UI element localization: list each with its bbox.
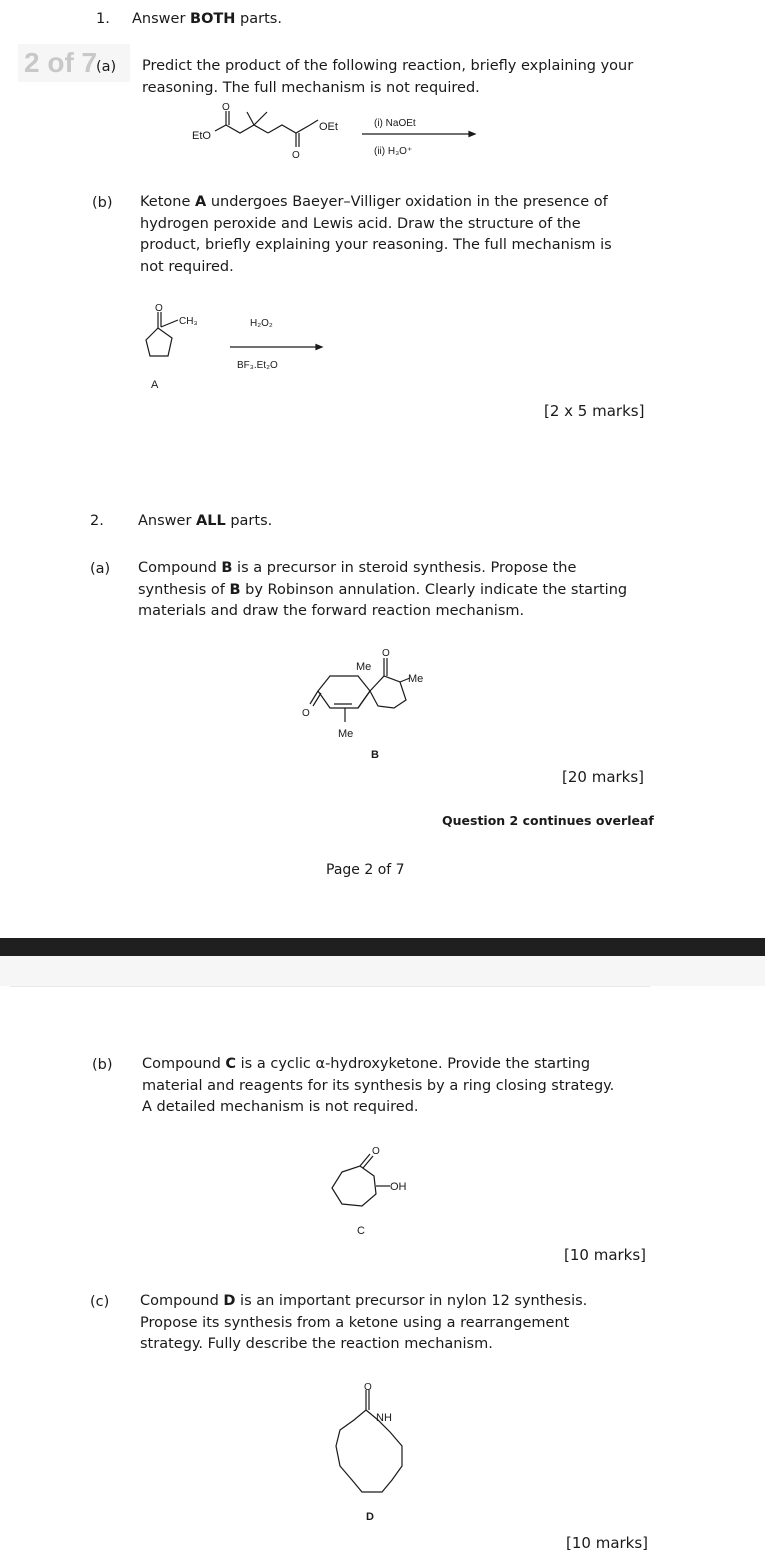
- q2a-question-text: Compound B is a precursor in steroid synthesis. Propose the synthesis of B by Robinson annulation. Clearly indicate the starting materials and draw the forward reaction mechanism.: [138, 560, 628, 619]
- q1b-ketone-A-structure: [140, 300, 320, 392]
- q1a-label: (a): [96, 59, 117, 75]
- svg-text:C: C: [357, 1225, 365, 1237]
- svg-text:O: O: [155, 303, 163, 314]
- svg-text:H₂O₂: H₂O₂: [250, 318, 273, 329]
- svg-text:B: B: [371, 749, 379, 761]
- svg-text:BF₃.Et₂O: BF₃.Et₂O: [237, 360, 278, 371]
- q2a-marks: [20 marks]: [562, 768, 645, 786]
- continues-overleaf-note: Question 2 continues overleaf: [442, 813, 654, 828]
- svg-text:D: D: [366, 1511, 374, 1523]
- q1a-question-text: Predict the product of the following reaction, briefly explaining your reasoning. The full mechanism is not required.: [142, 58, 634, 96]
- q2-intro: Answer ALL parts.: [138, 513, 273, 529]
- svg-text:EtO: EtO: [192, 130, 211, 142]
- svg-text:OEt: OEt: [319, 121, 338, 133]
- q1b-label: (b): [92, 195, 113, 211]
- svg-text:OH: OH: [390, 1181, 407, 1193]
- page-break-band: [0, 938, 765, 956]
- q2a-compound-B-structure: [300, 646, 440, 762]
- q2b-label: (b): [92, 1057, 113, 1073]
- svg-text:O: O: [292, 150, 300, 161]
- page-gap: [0, 956, 765, 986]
- q1-number: 1.: [96, 11, 110, 27]
- q2b-marks: [10 marks]: [564, 1246, 647, 1264]
- svg-text:O: O: [364, 1382, 372, 1393]
- q1-marks: [2 x 5 marks]: [544, 402, 645, 420]
- q1a-diester-structure: [185, 98, 475, 164]
- q2b-compound-C-structure: [322, 1142, 432, 1238]
- svg-text:O: O: [372, 1146, 380, 1157]
- q2c-label: (c): [90, 1294, 110, 1310]
- svg-text:NH: NH: [376, 1412, 392, 1424]
- svg-text:(i) NaOEt: (i) NaOEt: [374, 118, 416, 129]
- page-footer: Page 2 of 7: [326, 862, 405, 878]
- q2b-question-text: Compound C is a cyclic α-hydroxyketone. Provide the starting material and reagents for its synthesis by a ring closing strategy. A detailed mechanism is not required.: [142, 1056, 615, 1115]
- q2c-compound-D-structure: [326, 1380, 416, 1526]
- svg-text:O: O: [302, 708, 310, 719]
- svg-text:O: O: [382, 648, 390, 659]
- svg-text:(ii) H₃O⁺: (ii) H₃O⁺: [374, 146, 413, 157]
- q2c-marks: [10 marks]: [566, 1534, 649, 1552]
- q1-intro: Answer BOTH parts.: [132, 11, 282, 27]
- q2a-label: (a): [90, 561, 111, 577]
- page-top-rule: [10, 986, 650, 987]
- svg-text:O: O: [222, 102, 230, 113]
- q2-number: 2.: [90, 513, 104, 529]
- q2c-question-text: Compound D is an important precursor in nylon 12 synthesis. Propose its synthesis from a ketone using a rearrangement strategy. Fully describe the reaction mechanism.: [140, 1293, 588, 1352]
- svg-text:A: A: [151, 379, 159, 391]
- page-indicator-badge: 2 of 7: [18, 44, 130, 82]
- svg-text:Me: Me: [338, 728, 354, 740]
- svg-text:Me: Me: [356, 661, 372, 673]
- svg-text:CH₃: CH₃: [179, 316, 198, 327]
- svg-text:Me: Me: [408, 673, 424, 685]
- q1b-question-text: Ketone A undergoes Baeyer–Villiger oxidation in the presence of hydrogen peroxide and Lewis acid. Draw the structure of the product, briefly explaining your reasoning. The full mechanism is not required.: [140, 194, 612, 275]
